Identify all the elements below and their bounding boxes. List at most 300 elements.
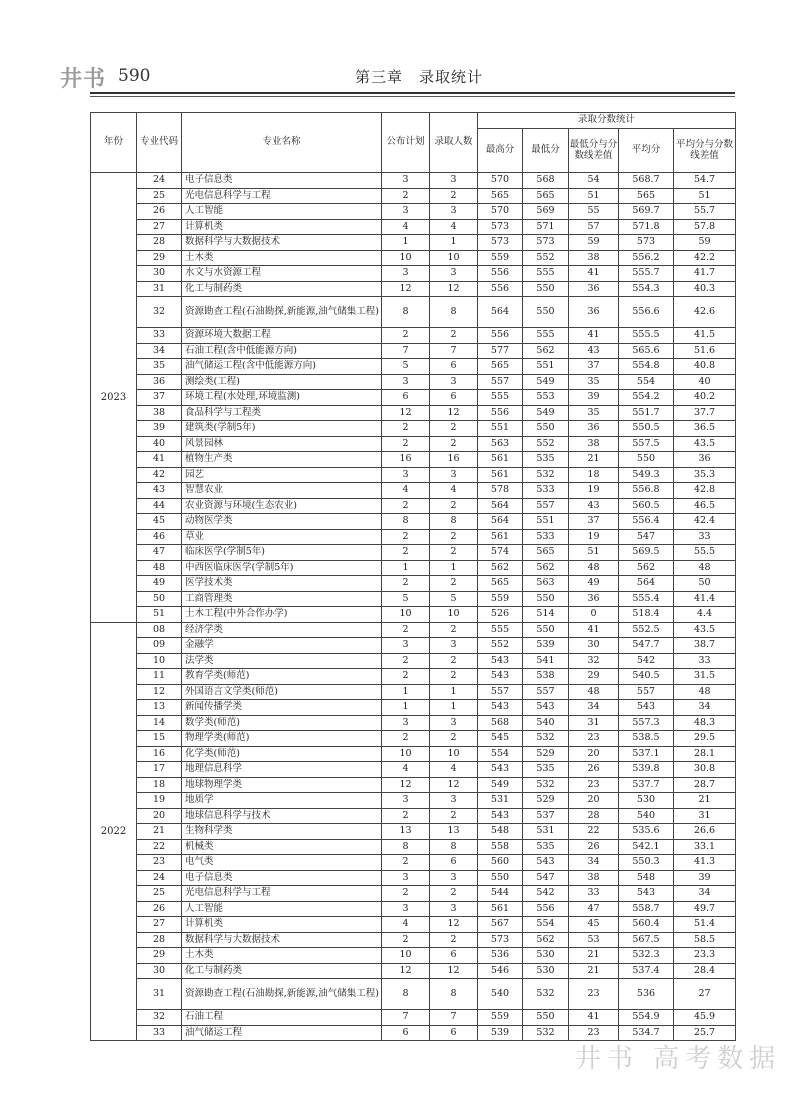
cell-code: 43: [137, 483, 182, 499]
admission-score-table: [90, 112, 736, 1041]
cell-avg: 556.6: [619, 297, 674, 328]
table-row: [91, 498, 736, 514]
cell-max: 565: [478, 188, 523, 204]
cell-avg: 532.3: [619, 948, 674, 964]
cell-plan: 10: [382, 948, 430, 964]
cell-code: 38: [137, 405, 182, 421]
header-admitted: 录取人数: [430, 113, 478, 173]
cell-avg-diff: 21: [674, 793, 736, 809]
cell-avg: 557.3: [619, 715, 674, 731]
cell-max: 561: [478, 452, 523, 468]
cell-max: 561: [478, 529, 523, 545]
cell-plan: 4: [382, 917, 430, 933]
cell-admitted: 1: [430, 235, 478, 251]
cell-avg-diff: 27: [674, 979, 736, 1010]
table-row: [91, 979, 736, 1010]
cell-min-diff: 41: [569, 1010, 619, 1026]
cell-name: 测绘类(工程): [182, 374, 382, 390]
cell-min-diff: 55: [569, 204, 619, 220]
cell-min: 553: [523, 390, 569, 406]
cell-code: 28: [137, 932, 182, 948]
table-row: [91, 467, 736, 483]
cell-avg-diff: 42.4: [674, 514, 736, 530]
year-cell: 2022: [91, 622, 137, 1041]
cell-min-diff: 38: [569, 870, 619, 886]
cell-plan: 1: [382, 700, 430, 716]
cell-admitted: 12: [430, 281, 478, 297]
cell-min-diff: 57: [569, 219, 619, 235]
cell-plan: 3: [382, 173, 430, 189]
cell-code: 26: [137, 204, 182, 220]
cell-admitted: 8: [430, 839, 478, 855]
cell-plan: 10: [382, 607, 430, 623]
cell-max: 573: [478, 932, 523, 948]
cell-admitted: 3: [430, 793, 478, 809]
table-row: [91, 173, 736, 189]
cell-min-diff: 51: [569, 545, 619, 561]
cell-admitted: 6: [430, 855, 478, 871]
cell-plan: 3: [382, 266, 430, 282]
cell-avg-diff: 54.7: [674, 173, 736, 189]
cell-admitted: 4: [430, 483, 478, 499]
cell-name: 机械类: [182, 839, 382, 855]
cell-admitted: 2: [430, 498, 478, 514]
cell-avg-diff: 26.6: [674, 824, 736, 840]
cell-avg-diff: 33: [674, 529, 736, 545]
table-row: [91, 343, 736, 359]
cell-max: 573: [478, 235, 523, 251]
cell-min-diff: 47: [569, 901, 619, 917]
cell-name: 人工智能: [182, 204, 382, 220]
cell-name: 光电信息科学与工程: [182, 886, 382, 902]
cell-admitted: 5: [430, 591, 478, 607]
cell-min: 532: [523, 979, 569, 1010]
cell-min: 556: [523, 901, 569, 917]
cell-min-diff: 53: [569, 932, 619, 948]
table-row: [91, 839, 736, 855]
major-name-text: 资源勘查工程(石油勘探,新能源,油气储集工程): [185, 988, 379, 1000]
cell-code: 50: [137, 591, 182, 607]
cell-avg: 565: [619, 188, 674, 204]
cell-admitted: 8: [430, 979, 478, 1010]
cell-avg: 555.5: [619, 328, 674, 344]
cell-code: 39: [137, 421, 182, 437]
cell-avg: 540: [619, 808, 674, 824]
cell-plan: 4: [382, 219, 430, 235]
cell-name: 光电信息科学与工程: [182, 188, 382, 204]
cell-min: 530: [523, 948, 569, 964]
table-row: [91, 917, 736, 933]
cell-admitted: 2: [430, 669, 478, 685]
cell-min: 532: [523, 1025, 569, 1041]
cell-name: 数学类(师范): [182, 715, 382, 731]
cell-avg-diff: 49.7: [674, 901, 736, 917]
cell-avg: 552.5: [619, 622, 674, 638]
cell-admitted: 7: [430, 343, 478, 359]
table-row: [91, 529, 736, 545]
cell-min: 563: [523, 576, 569, 592]
cell-code: 35: [137, 359, 182, 375]
cell-name: 经济学类: [182, 622, 382, 638]
cell-name: 草业: [182, 529, 382, 545]
cell-avg: 518.4: [619, 607, 674, 623]
cell-avg-diff: 51.6: [674, 343, 736, 359]
cell-min-diff: 45: [569, 917, 619, 933]
cell-min: 530: [523, 963, 569, 979]
cell-name: 油气储运工程: [182, 1025, 382, 1041]
cell-max: 557: [478, 684, 523, 700]
header-max: 最高分: [478, 129, 523, 173]
cell-code: 31: [137, 281, 182, 297]
cell-max: 556: [478, 405, 523, 421]
table-row: [91, 669, 736, 685]
cell-plan: 10: [382, 250, 430, 266]
cell-avg: 534.7: [619, 1025, 674, 1041]
cell-name: 地球信息科学与技术: [182, 808, 382, 824]
cell-plan: 4: [382, 483, 430, 499]
cell-name: 计算机类: [182, 219, 382, 235]
cell-name: 教育学类(师范): [182, 669, 382, 685]
cell-admitted: 2: [430, 622, 478, 638]
cell-max: 570: [478, 173, 523, 189]
cell-name: 园艺: [182, 467, 382, 483]
cell-name: 食品科学与工程类: [182, 405, 382, 421]
cell-min-diff: 48: [569, 684, 619, 700]
cell-min: 562: [523, 560, 569, 576]
cell-min: 514: [523, 607, 569, 623]
cell-plan: 2: [382, 855, 430, 871]
header-year: 年份: [91, 113, 137, 173]
table-row: [91, 266, 736, 282]
cell-plan: 10: [382, 746, 430, 762]
table-row: [91, 948, 736, 964]
cell-avg: 564: [619, 576, 674, 592]
table-row: [91, 870, 736, 886]
cell-max: 544: [478, 886, 523, 902]
cell-min: 532: [523, 731, 569, 747]
cell-max: 539: [478, 1025, 523, 1041]
cell-code: 24: [137, 870, 182, 886]
cell-min: 571: [523, 219, 569, 235]
cell-avg-diff: 40: [674, 374, 736, 390]
cell-avg-diff: 43.5: [674, 436, 736, 452]
cell-avg-diff: 41.3: [674, 855, 736, 871]
cell-avg: 554.8: [619, 359, 674, 375]
cell-max: 551: [478, 421, 523, 437]
cell-avg: 554.3: [619, 281, 674, 297]
cell-avg: 568.7: [619, 173, 674, 189]
cell-avg: 567.5: [619, 932, 674, 948]
cell-admitted: 2: [430, 886, 478, 902]
cell-max: 559: [478, 1010, 523, 1026]
cell-avg: 557: [619, 684, 674, 700]
cell-min: 533: [523, 529, 569, 545]
cell-min-diff: 34: [569, 855, 619, 871]
cell-code: 47: [137, 545, 182, 561]
cell-code: 14: [137, 715, 182, 731]
cell-name: 数据科学与大数据技术: [182, 932, 382, 948]
cell-min: 554: [523, 917, 569, 933]
table-row: [91, 762, 736, 778]
cell-avg: 549.3: [619, 467, 674, 483]
cell-admitted: 3: [430, 374, 478, 390]
table-row: [91, 390, 736, 406]
cell-min: 573: [523, 235, 569, 251]
header-avg-diff: 平均分与分数线差值: [674, 129, 736, 173]
cell-avg-diff: 34: [674, 700, 736, 716]
cell-min: 533: [523, 483, 569, 499]
cell-max: 552: [478, 638, 523, 654]
header-avg: 平均分: [619, 129, 674, 173]
cell-max: 526: [478, 607, 523, 623]
cell-max: 556: [478, 281, 523, 297]
cell-name: 工商管理类: [182, 591, 382, 607]
cell-min: 539: [523, 638, 569, 654]
year-cell: 2023: [91, 173, 137, 623]
cell-admitted: 4: [430, 219, 478, 235]
cell-max: 559: [478, 591, 523, 607]
cell-plan: 13: [382, 824, 430, 840]
cell-avg-diff: 31.5: [674, 669, 736, 685]
cell-code: 09: [137, 638, 182, 654]
cell-admitted: 6: [430, 948, 478, 964]
cell-avg: 565.6: [619, 343, 674, 359]
cell-max: 536: [478, 948, 523, 964]
cell-max: 564: [478, 514, 523, 530]
cell-admitted: 12: [430, 405, 478, 421]
cell-min: 543: [523, 855, 569, 871]
cell-avg-diff: 29.5: [674, 731, 736, 747]
cell-admitted: 2: [430, 436, 478, 452]
cell-code: 34: [137, 343, 182, 359]
cell-max: 562: [478, 560, 523, 576]
cell-min: 555: [523, 328, 569, 344]
cell-admitted: 3: [430, 901, 478, 917]
cell-min: 550: [523, 591, 569, 607]
cell-code: 17: [137, 762, 182, 778]
cell-avg-diff: 35.3: [674, 467, 736, 483]
cell-name: 资源环境大数据工程: [182, 328, 382, 344]
cell-plan: 2: [382, 436, 430, 452]
cell-avg: 542: [619, 653, 674, 669]
cell-admitted: 12: [430, 963, 478, 979]
cell-min: 565: [523, 188, 569, 204]
cell-plan: 8: [382, 979, 430, 1010]
cell-plan: 2: [382, 545, 430, 561]
cell-max: 564: [478, 297, 523, 328]
table-row: [91, 808, 736, 824]
cell-max: 563: [478, 436, 523, 452]
cell-name: 土木工程(中外合作办学): [182, 607, 382, 623]
cell-code: 37: [137, 390, 182, 406]
page-number: 590: [118, 66, 151, 86]
cell-min: 532: [523, 777, 569, 793]
cell-plan: 2: [382, 808, 430, 824]
cell-name: 油气储运工程(含中低能源方向): [182, 359, 382, 375]
cell-plan: 1: [382, 684, 430, 700]
table-row: [91, 250, 736, 266]
cell-min: 543: [523, 700, 569, 716]
cell-admitted: 10: [430, 746, 478, 762]
cell-code: 18: [137, 777, 182, 793]
cell-admitted: 10: [430, 607, 478, 623]
cell-min-diff: 21: [569, 948, 619, 964]
cell-min: 568: [523, 173, 569, 189]
header-plan: 公布计划: [382, 113, 430, 173]
cell-max: 549: [478, 777, 523, 793]
cell-min-diff: 19: [569, 529, 619, 545]
table-row: [91, 622, 736, 638]
cell-plan: 2: [382, 731, 430, 747]
table-row: [91, 374, 736, 390]
cell-code: 25: [137, 886, 182, 902]
cell-min: 557: [523, 684, 569, 700]
cell-avg-diff: 30.8: [674, 762, 736, 778]
cell-name: 水文与水资源工程: [182, 266, 382, 282]
cell-code: 41: [137, 452, 182, 468]
cell-avg-diff: 41.7: [674, 266, 736, 282]
cell-max: 574: [478, 545, 523, 561]
cell-code: 33: [137, 1025, 182, 1041]
cell-admitted: 2: [430, 808, 478, 824]
cell-avg: 537.7: [619, 777, 674, 793]
cell-name: 金融学: [182, 638, 382, 654]
header-min: 最低分: [523, 129, 569, 173]
cell-min-diff: 38: [569, 436, 619, 452]
cell-avg: 562: [619, 560, 674, 576]
cell-max: 570: [478, 204, 523, 220]
cell-avg: 554: [619, 374, 674, 390]
cell-min-diff: 36: [569, 421, 619, 437]
cell-name: 石油工程(含中低能源方向): [182, 343, 382, 359]
cell-name: 临床医学(学制5年): [182, 545, 382, 561]
cell-min-diff: 43: [569, 498, 619, 514]
cell-admitted: 8: [430, 514, 478, 530]
cell-avg-diff: 28.7: [674, 777, 736, 793]
cell-min-diff: 35: [569, 374, 619, 390]
cell-avg-diff: 34: [674, 886, 736, 902]
cell-code: 08: [137, 622, 182, 638]
cell-avg: 571.8: [619, 219, 674, 235]
table-row: [91, 1010, 736, 1026]
cell-avg-diff: 4.4: [674, 607, 736, 623]
cell-plan: 2: [382, 886, 430, 902]
table-row: [91, 684, 736, 700]
table-row: [91, 901, 736, 917]
cell-code: 45: [137, 514, 182, 530]
cell-code: 26: [137, 901, 182, 917]
cell-admitted: 1: [430, 560, 478, 576]
cell-plan: 2: [382, 932, 430, 948]
book-logo: 井书: [60, 67, 107, 92]
table-row: [91, 886, 736, 902]
table-row: [91, 576, 736, 592]
cell-max: 556: [478, 266, 523, 282]
cell-max: 543: [478, 653, 523, 669]
cell-min: 535: [523, 452, 569, 468]
cell-admitted: 3: [430, 638, 478, 654]
table-row: [91, 963, 736, 979]
cell-min: 551: [523, 359, 569, 375]
cell-name: 化工与制药类: [182, 281, 382, 297]
chapter-title: 第三章 录取统计: [355, 68, 484, 86]
cell-min: 529: [523, 746, 569, 762]
cell-min-diff: 33: [569, 886, 619, 902]
cell-min-diff: 35: [569, 405, 619, 421]
cell-min: 550: [523, 1010, 569, 1026]
cell-max: 545: [478, 731, 523, 747]
cell-plan: 5: [382, 359, 430, 375]
cell-plan: 3: [382, 374, 430, 390]
cell-min: 531: [523, 824, 569, 840]
cell-min: 547: [523, 870, 569, 886]
cell-min: 541: [523, 653, 569, 669]
cell-max: 548: [478, 824, 523, 840]
cell-avg-diff: 48.3: [674, 715, 736, 731]
cell-avg-diff: 40.2: [674, 390, 736, 406]
cell-avg: 547.7: [619, 638, 674, 654]
cell-name: 环境工程(水处理,环境监测): [182, 390, 382, 406]
cell-admitted: 2: [430, 731, 478, 747]
cell-plan: 12: [382, 405, 430, 421]
cell-name: 动物医学类: [182, 514, 382, 530]
table-row: [91, 653, 736, 669]
cell-plan: 3: [382, 901, 430, 917]
table-row: [91, 700, 736, 716]
cell-min-diff: 51: [569, 188, 619, 204]
cell-min: 551: [523, 514, 569, 530]
cell-min-diff: 36: [569, 591, 619, 607]
cell-admitted: 16: [430, 452, 478, 468]
cell-avg-diff: 55.7: [674, 204, 736, 220]
table-row: [91, 746, 736, 762]
cell-code: 23: [137, 855, 182, 871]
cell-min-diff: 41: [569, 622, 619, 638]
cell-plan: 3: [382, 793, 430, 809]
cell-min-diff: 23: [569, 777, 619, 793]
cell-min-diff: 39: [569, 390, 619, 406]
cell-admitted: 2: [430, 529, 478, 545]
cell-code: 36: [137, 374, 182, 390]
cell-plan: 8: [382, 839, 430, 855]
cell-min-diff: 41: [569, 328, 619, 344]
cell-admitted: 12: [430, 917, 478, 933]
cell-avg: 554.9: [619, 1010, 674, 1026]
page-header: [0, 0, 800, 110]
cell-min: 552: [523, 250, 569, 266]
cell-max: 543: [478, 762, 523, 778]
table-row: [91, 638, 736, 654]
cell-avg-diff: 42.2: [674, 250, 736, 266]
cell-admitted: 3: [430, 266, 478, 282]
cell-max: 554: [478, 746, 523, 762]
table-row: [91, 793, 736, 809]
cell-avg: 569.5: [619, 545, 674, 561]
cell-admitted: 3: [430, 204, 478, 220]
cell-code: 11: [137, 669, 182, 685]
cell-avg: 555.7: [619, 266, 674, 282]
cell-code: 46: [137, 529, 182, 545]
cell-admitted: 12: [430, 777, 478, 793]
cell-min: 557: [523, 498, 569, 514]
cell-min: 550: [523, 297, 569, 328]
cell-admitted: 2: [430, 421, 478, 437]
cell-admitted: 1: [430, 684, 478, 700]
cell-name: [182, 979, 382, 1010]
cell-plan: 5: [382, 591, 430, 607]
cell-admitted: 6: [430, 390, 478, 406]
cell-min-diff: 37: [569, 359, 619, 375]
